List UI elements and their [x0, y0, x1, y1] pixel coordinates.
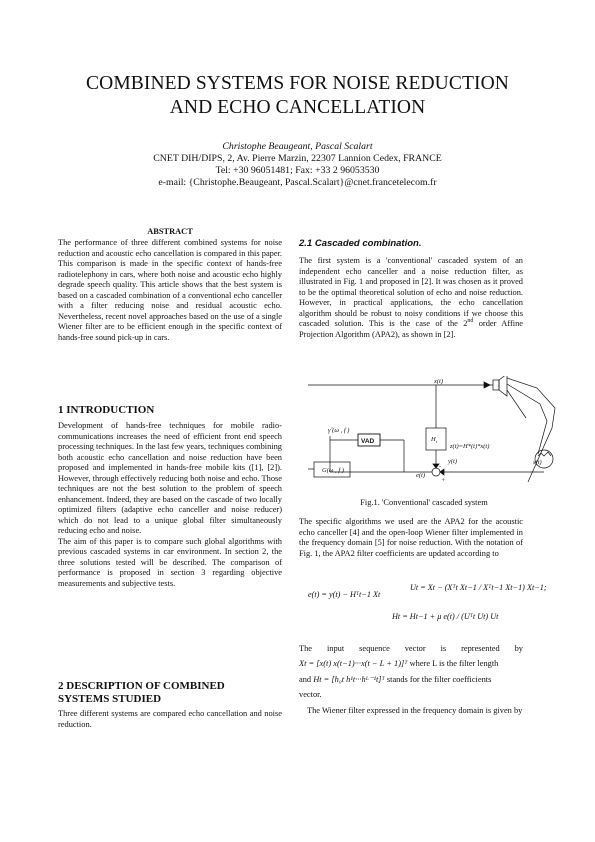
para3-line-1: The input sequence vector is represented by — [299, 644, 523, 653]
section-2 — [58, 680, 282, 730]
contact-phone: Tel: +30 96051481; Fax: +33 2 96053530 — [215, 165, 380, 176]
para3-filter-length: where L is the filter length — [407, 658, 499, 668]
section-2-text: Three different systems are compared echo cancellation and noise reduction. — [58, 709, 282, 729]
input-vector: Xt = [x(t) x(t−1)···x(t − L + 1)]ᵀ — [299, 658, 408, 668]
label-x: x(t) — [434, 378, 444, 385]
intro-heading: 1 INTRODUCTION — [58, 404, 155, 416]
section-2-1-paragraph-1 — [299, 256, 523, 340]
label-minus: - — [439, 463, 442, 470]
para1-superscript: nd — [467, 318, 474, 325]
para3-stands-for: stands for the filter coefficients — [384, 675, 492, 684]
label-vad: VAD — [361, 438, 375, 445]
author-names: Christophe Beaugeant, Pascal Scalart — [222, 141, 373, 152]
section-2-heading-line-2: SYSTEMS STUDIED — [58, 693, 162, 705]
abstract-heading: ABSTRACT — [147, 227, 193, 236]
section-2-1-paragraph-4: The Wiener filter expressed in the frequency domain is given by — [307, 706, 523, 715]
section-2-1-heading: 2.1 Cascaded combination. — [299, 238, 422, 249]
section-2-1-paragraph-3 — [299, 644, 523, 717]
section-2-1 — [299, 238, 523, 340]
para1-part-a: The first system is a 'conventional' cascaded system of an independent echo canceller and a noise reduction filter, as illustrated in Fig. 1 and proposed in [2]. It was chosen as it proved to be the optimal theoretical solution of echo and noise reduction. However, in practical applications, the echo cancellation algorithm should be robust to noisy conditions if we choose this cascaded solution. This is the case of the 2 — [299, 256, 523, 328]
intro-paragraph-1: Development of hands-free techniques for mobile radio-communications increases the need of efficient front end speech processing techniques. In the last few years, techniques combining both acoustic echo cancellation and noise reduction have been proposed and implemented in hands-free mobile kits ([1], [2]). However, through effectively reducing both noise and echo. Those techniques are not the best solution to the problem of speech enhancement. Indeed, they are based on the cascade of two locally optimized filters (adaptive echo canceller and noise reducer) which do not lead to a unique global filter simultaneously reducing echo and noise. — [58, 421, 282, 535]
label-echo: z(t)=H*(t)*x(t) — [450, 443, 490, 450]
title-line-2: AND ECHO CANCELLATION — [169, 97, 426, 118]
title-line-1: COMBINED SYSTEMS FOR NOISE REDUCTION — [86, 73, 509, 94]
para3-line-2 — [299, 659, 523, 670]
author-block — [40, 141, 555, 189]
para3-line-4: vector. — [299, 689, 322, 699]
abstract-text: The performance of three different combined systems for noise reduction and acoustic echo cancellation is compared in this paper. This comparison is made in the specific context of hands-free radiotelephony in cars, where both noise and acoustic echo highly degrade speech quality. This article shows that the best system is based on a cascaded combination of a conventional echo canceller with a filter reducing noise and residual acoustic echo. Nevertheless, recent novel approaches based on the use of a single Wiener filter are to be efficient enough in the specific context of hands-free sound pick-up in cars. — [58, 238, 282, 342]
section-2-heading-line-1: 2 DESCRIPTION OF COMBINED — [58, 680, 225, 692]
label-gamma: γ̂ (ω , f ) — [328, 427, 350, 434]
label-ht-sub: t — [436, 439, 438, 444]
intro-paragraph-2: The aim of this paper is to compare such global algorithms with previous cascaded systems in car environment. In section 2, the three solutions tested will be described. The comparison of performance is proposed in section 3 regarding objective measurements and subjective tests. — [58, 536, 282, 588]
paper-title — [40, 72, 555, 120]
figure-1-caption: Fig.1. 'Conventional' cascaded system — [360, 498, 488, 507]
section-2-1-paragraph-2: The specific algorithms we used are the APA2 for the acoustic echo canceller [4] and the open-loop Wiener filter implemented in the frequency domain [5] for noise reduction. With the notation of Fig. 1, the APA2 filter coefficients are updated according to — [299, 517, 523, 558]
label-e: e(t) — [416, 472, 426, 479]
label-y: y(t) — [448, 458, 458, 465]
para3-line-3 — [299, 675, 523, 686]
label-gain: G(ω , f ) — [322, 467, 344, 474]
para1-part-b: order Affine Projection Algorithm (APA2), as shown in [2]. — [299, 319, 523, 339]
label-ht: H — [431, 436, 436, 443]
label-s: s(t) — [533, 459, 542, 466]
equation-h: Ht = Ht−1 + μ e(t) / (Uᵀt Ut) Ut — [392, 612, 499, 621]
para3-and: and — [299, 675, 312, 684]
filter-vector: Ht = [h₀t h¹t···hᴸ⁻¹t]ᵀ — [313, 675, 385, 684]
intro-section — [58, 404, 282, 589]
contact-email: e-mail: {Christophe.Beaugeant, Pascal.Scalart}@cnet.francetelecom.fr — [158, 177, 437, 188]
equation-u: Ut = Xt − (Xᵀt Xt−1 / Xᵀt−1 Xt−1) Xt−1; — [410, 583, 547, 592]
equation-error: e(t) = y(t) − Hᵀt−1 Xt — [308, 590, 381, 599]
label-plus: + — [441, 477, 446, 484]
figure-1-diagram — [308, 376, 556, 494]
affiliation: CNET DIH/DIPS, 2, Av. Pierre Marzin, 22307 Lannion Cedex, FRANCE — [153, 153, 442, 164]
